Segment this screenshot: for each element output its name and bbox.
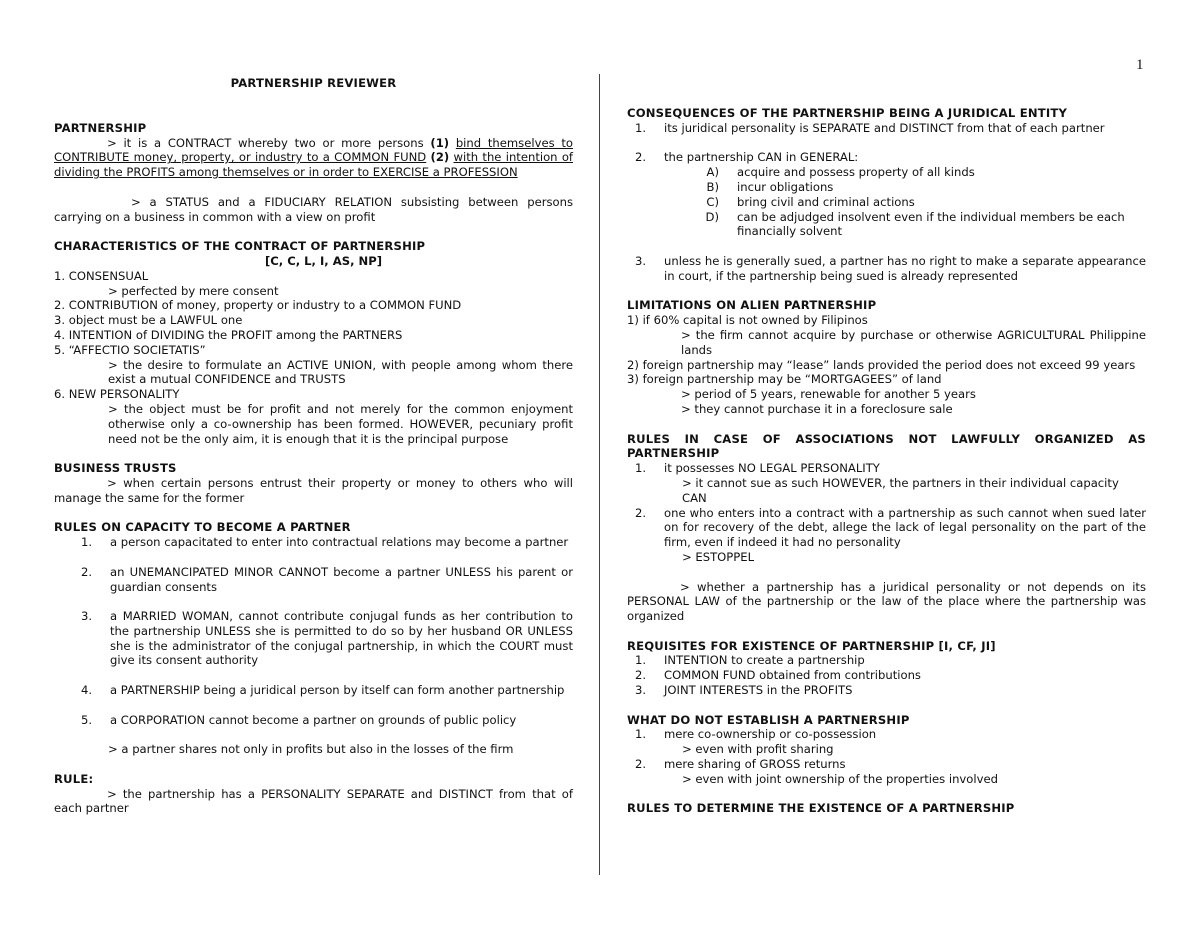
list-item: 1. it possesses NO LEGAL PERSONALITY — [634, 461, 880, 476]
left-column — [54, 76, 573, 831]
association-personal-law-note: > whether a partnership has a juridical personality or not depends on its PERSONAL LAW of the partnership or the law of the place where the partnership was organized — [627, 579, 1146, 624]
heading-requisites: REQUISITES FOR EXISTENCE OF PARTNERSHIP [I, CF, JI] — [627, 638, 996, 653]
list-item: 2. one who enters into a contract with a partnership as such cannot when sued later on for recovery of the debt, allege the lack of legal personality on the part of the firm, even if indeed it had no personality — [634, 505, 1146, 550]
association-note: > ESTOPPEL — [682, 549, 755, 564]
characteristic-item: 2. CONTRIBUTION of money, property or industry to a COMMON FUND — [54, 298, 462, 313]
section-capacity — [54, 520, 573, 757]
limitation-note: > the firm cannot acquire by purchase or otherwise AGRICULTURAL Philippine lands — [681, 327, 1146, 357]
heading-rule: RULE: — [54, 771, 94, 786]
column-divider — [599, 74, 600, 875]
list-item: 1. a person capacitated to enter into contractual relations may become a partner — [80, 535, 569, 550]
sub-list-item: B) incur obligations — [706, 179, 834, 194]
list-item: 4. a PARTNERSHIP being a juridical person by itself can form another partnership — [80, 683, 565, 698]
heading-partnership: PARTNERSHIP — [54, 120, 147, 135]
limitation-note: > period of 5 years, renewable for another 5 years — [681, 387, 976, 402]
list-item: 2. an UNEMANCIPATED MINOR CANNOT become a partner UNLESS his parent or guardian consents — [80, 564, 573, 594]
section-limitations — [627, 298, 1146, 416]
list-item: 3. JOINT INTERESTS in the PROFITS — [634, 683, 853, 698]
limitation-note: > they cannot purchase it in a foreclosure sale — [681, 401, 953, 416]
sub-list-item: C) bring civil and criminal actions — [706, 194, 915, 209]
characteristic-note: > perfected by mere consent — [108, 283, 279, 298]
heading-associations: RULES IN CASE OF ASSOCIATIONS NOT LAWFULLY ORGANIZED AS PARTNERSHIP — [627, 431, 1146, 461]
list-item: 2. mere sharing of GROSS returns — [634, 757, 846, 772]
partnership-definition-contract: > it is a CONTRACT whereby two or more persons (1) bind themselves to CONTRIBUTE money, property, or industry to a COMMON FUND (2) with the intention of dividing the PROFITS among themselves or in order to EXERCISE a PROFESSION — [54, 135, 573, 180]
characteristic-item: 4. INTENTION of DIVIDING the PROFIT among the PARTNERS — [54, 327, 403, 342]
heading-capacity: RULES ON CAPACITY TO BECOME A PARTNER — [54, 520, 351, 535]
characteristics-mnemonic: [C, C, L, I, AS, NP] — [264, 253, 383, 268]
section-consequences — [627, 106, 1146, 284]
list-item: 5. a CORPORATION cannot become a partner on grounds of public policy — [80, 712, 517, 727]
section-associations — [627, 432, 1146, 624]
section-characteristics — [54, 239, 573, 446]
heading-consequences: CONSEQUENCES OF THE PARTNERSHIP BEING A JURIDICAL ENTITY — [627, 106, 1068, 120]
limitation-item: 1) if 60% capital is not owned by Filipinos — [627, 313, 868, 328]
section-partnership — [54, 121, 573, 225]
heading-characteristics: CHARACTERISTICS OF THE CONTRACT OF PARTNERSHIP — [54, 239, 426, 254]
document-title: PARTNERSHIP REVIEWER — [230, 76, 397, 90]
business-trusts-text: > when certain persons entrust their property or money to others who will manage the same for the former — [54, 475, 573, 505]
characteristic-item: 6. NEW PERSONALITY — [54, 387, 180, 402]
list-item: 1. its juridical personality is SEPARATE and DISTINCT from that of each partner — [634, 120, 1105, 135]
list-item: 1. INTENTION to create a partnership — [634, 653, 865, 668]
characteristic-item: 3. object must be a LAWFUL one — [54, 313, 243, 328]
heading-business-trusts: BUSINESS TRUSTS — [54, 461, 177, 476]
characteristic-note: > the object must be for profit and not merely for the common enjoyment otherwise only a co-ownership has been formed. HOWEVER, pecuniary profit need not be the only aim, it is enough that it is the principal purpose — [108, 401, 573, 446]
heading-not-establish: WHAT DO NOT ESTABLISH A PARTNERSHIP — [627, 712, 910, 727]
characteristic-item: 1. CONSENSUAL — [54, 268, 149, 283]
section-not-establish — [627, 713, 1146, 787]
rule-text: > the partnership has a PERSONALITY SEPARATE and DISTINCT from that of each partner — [54, 786, 573, 816]
partnership-definition-status: > a STATUS and a FIDUCIARY RELATION subsisting between persons carrying on a business in common with a view on profit — [54, 194, 573, 224]
heading-determine: RULES TO DETERMINE THE EXISTENCE OF A PARTNERSHIP — [627, 801, 1015, 816]
not-establish-note: > even with joint ownership of the properties involved — [682, 771, 998, 786]
heading-limitations: LIMITATIONS ON ALIEN PARTNERSHIP — [627, 298, 877, 313]
not-establish-note: > even with profit sharing — [682, 742, 834, 757]
association-note: > it cannot sue as such HOWEVER, the partners in their individual capacity CAN — [682, 475, 1119, 505]
characteristic-note: > the desire to formulate an ACTIVE UNION, with people among whom there exist a mutual CONFIDENCE and TRUSTS — [108, 357, 573, 387]
limitation-item: 3) foreign partnership may be “MORTGAGEES” of land — [627, 372, 942, 387]
characteristic-item: 5. “AFFECTIO SOCIETATIS” — [54, 342, 206, 357]
list-item: 1. mere co-ownership or co-possession — [634, 727, 877, 742]
sub-list-item: A) acquire and possess property of all kinds — [706, 165, 975, 180]
right-column — [627, 106, 1146, 831]
page-number: 1 — [1136, 57, 1144, 73]
list-item: 2. COMMON FUND obtained from contributions — [634, 668, 921, 683]
list-item: 2. the partnership CAN in GENERAL: — [634, 150, 859, 165]
list-item: 3. unless he is generally sued, a partner has no right to make a separate appearance in court, if the partnership being sued is already represented — [634, 253, 1146, 283]
section-determine — [627, 801, 1146, 816]
section-rule — [54, 772, 573, 816]
section-requisites — [627, 639, 1146, 698]
sub-list-item: D) can be adjudged insolvent even if the individual members be each financially solvent — [705, 209, 1125, 239]
section-business-trusts — [54, 461, 573, 505]
capacity-note: > a partner shares not only in profits but also in the losses of the firm — [108, 742, 514, 757]
list-item: 3. a MARRIED WOMAN, cannot contribute conjugal funds as her contribution to the partnership UNLESS she is permitted to do so by her husband OR UNLESS she is the administrator of the conjugal partnership, in which the COURT must give its consent authority — [80, 609, 573, 668]
limitation-item: 2) foreign partnership may “lease” lands provided the period does not exceed 99 years — [627, 357, 1136, 372]
